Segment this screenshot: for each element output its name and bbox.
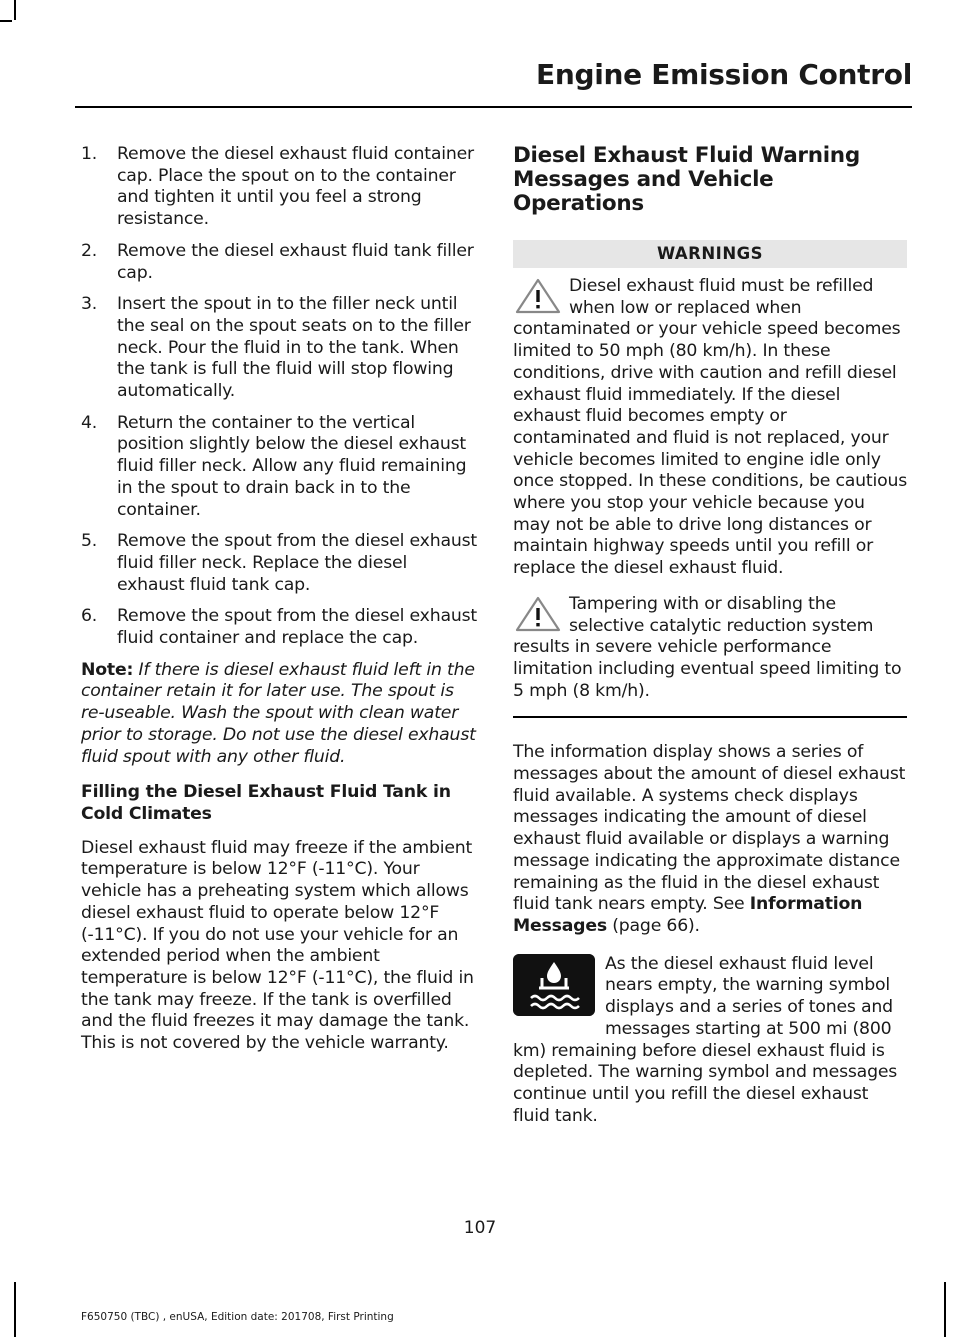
note bbox=[81, 660, 477, 769]
step-text: Remove the diesel exhaust fluid tank filler cap. bbox=[117, 240, 474, 283]
def-level-block bbox=[513, 954, 907, 1128]
step-number: 5. bbox=[81, 531, 98, 552]
warning-triangle-icon bbox=[513, 594, 563, 634]
info-page-ref: (page 66). bbox=[612, 915, 700, 936]
step-number: 2. bbox=[81, 240, 98, 261]
crop-mark bbox=[0, 20, 12, 22]
list-item bbox=[81, 144, 477, 231]
step-number: 3. bbox=[81, 294, 98, 315]
crop-mark bbox=[14, 0, 16, 20]
warning-block bbox=[513, 276, 907, 580]
cold-paragraph: Diesel exhaust fluid may freeze if the ambient temperature is below 12°F (-11°C). Your vehicle has a preheating system which allows diesel exhaust fluid to operate below 12°F (-11°C). If you do not use your vehicle for an extended period when the ambient temperature is below 12°F (-11°C), the fluid in the tank may freeze. If the tank is overfilled and the fluid freezes it may damage the tank. This is not covered by the vehicle warranty. bbox=[81, 837, 474, 1054]
subheading-cold-climates: Filling the Diesel Exhaust Fluid Tank in Cold Climates bbox=[81, 782, 451, 824]
step-text: Remove the spout from the diesel exhaust fluid container and replace the cap. bbox=[117, 606, 477, 649]
warning-block bbox=[513, 594, 907, 703]
left-column bbox=[81, 144, 477, 1065]
step-text: Remove the diesel exhaust fluid container cap. Place the spout on to the container and tighten it until you feel a strong resistance. bbox=[117, 144, 474, 230]
crop-mark bbox=[14, 1282, 16, 1337]
note-text: If there is diesel exhaust fluid left in the container retain it for later use. The spout is re-useable. Wash the spout with clean water prior to storage. Do not use the diesel exhaust fluid spout with any other fluid. bbox=[81, 659, 476, 767]
steps-list bbox=[81, 144, 477, 650]
step-text: Insert the spout in to the filler neck until the seal on the spout seats on to the filler neck. Pour the fluid in to the tank. When the tank is full the fluid will stop flowing automatically. bbox=[117, 294, 471, 402]
list-item bbox=[81, 531, 477, 596]
crop-mark bbox=[944, 1282, 946, 1337]
list-item bbox=[81, 294, 477, 403]
info-paragraph bbox=[513, 742, 907, 937]
header-rule bbox=[75, 106, 912, 108]
warning-triangle-icon bbox=[513, 276, 563, 316]
step-text: Remove the spout from the diesel exhaust fluid filler neck. Replace the diesel exhaust fluid tank cap. bbox=[117, 531, 477, 595]
list-item bbox=[81, 413, 477, 522]
step-number: 1. bbox=[81, 144, 98, 164]
warning-text: Tampering with or disabling the selective catalytic reduction system results in severe vehicle performance limitation including eventual speed limiting to 5 mph (8 km/h). bbox=[513, 593, 902, 701]
step-text: Return the container to the vertical position slightly below the diesel exhaust fluid filler neck. Allow any fluid remaining in the spout to drain back in to the container. bbox=[117, 412, 467, 520]
warning-text: Diesel exhaust fluid must be refilled when low or replaced when contaminated or your vehicle speed becomes limited to 50 mph (80 km/h). In these conditions, drive with caution and refill diesel exhaust fluid immediately. If the diesel exhaust fluid becomes empty or contaminated and fluid is not replaced, your vehicle becomes limited to engine idle only once stopped. In these conditions, be cautious where you stop your vehicle because you may not be able to drive long distances or maintain highway speeds until you refill or replace the diesel exhaust fluid. bbox=[513, 276, 907, 579]
page-title: Engine Emission Control bbox=[536, 58, 912, 91]
page-number: 107 bbox=[463, 1218, 497, 1238]
diesel-exhaust-fluid-icon bbox=[513, 954, 595, 1016]
info-text: The information display shows a series of messages about the amount of diesel exhaust fluid available. A systems check displays messages indicating the amount of diesel exhaust fluid available or displays a warning message indicating the approximate distance remaining as the fluid in the diesel exhaust fluid tank nears empty. See bbox=[513, 742, 906, 915]
info-messages-link[interactable]: Information Messages bbox=[513, 894, 863, 936]
warnings-header: WARNINGS bbox=[513, 240, 907, 268]
note-label: Note: bbox=[81, 659, 134, 680]
list-item bbox=[81, 606, 477, 649]
section-heading: Diesel Exhaust Fluid Warning Messages and Vehicle Operations bbox=[513, 143, 860, 216]
edition-info: F650750 (TBC) , enUSA, Edition date: 201708, First Printing bbox=[81, 1311, 394, 1323]
step-number: 6. bbox=[81, 606, 98, 627]
warnings-end-rule bbox=[513, 716, 907, 718]
list-item bbox=[81, 241, 477, 284]
right-column bbox=[513, 144, 907, 1127]
def-level-text: As the diesel exhaust fluid level nears empty, the warning symbol displays and a series of tones and messages starting at 500 mi (800 km) remaining before diesel exhaust fluid is depleted. The warning symbol and messages continue until you refill the diesel exhaust fluid tank. bbox=[513, 953, 898, 1126]
step-number: 4. bbox=[81, 412, 98, 433]
